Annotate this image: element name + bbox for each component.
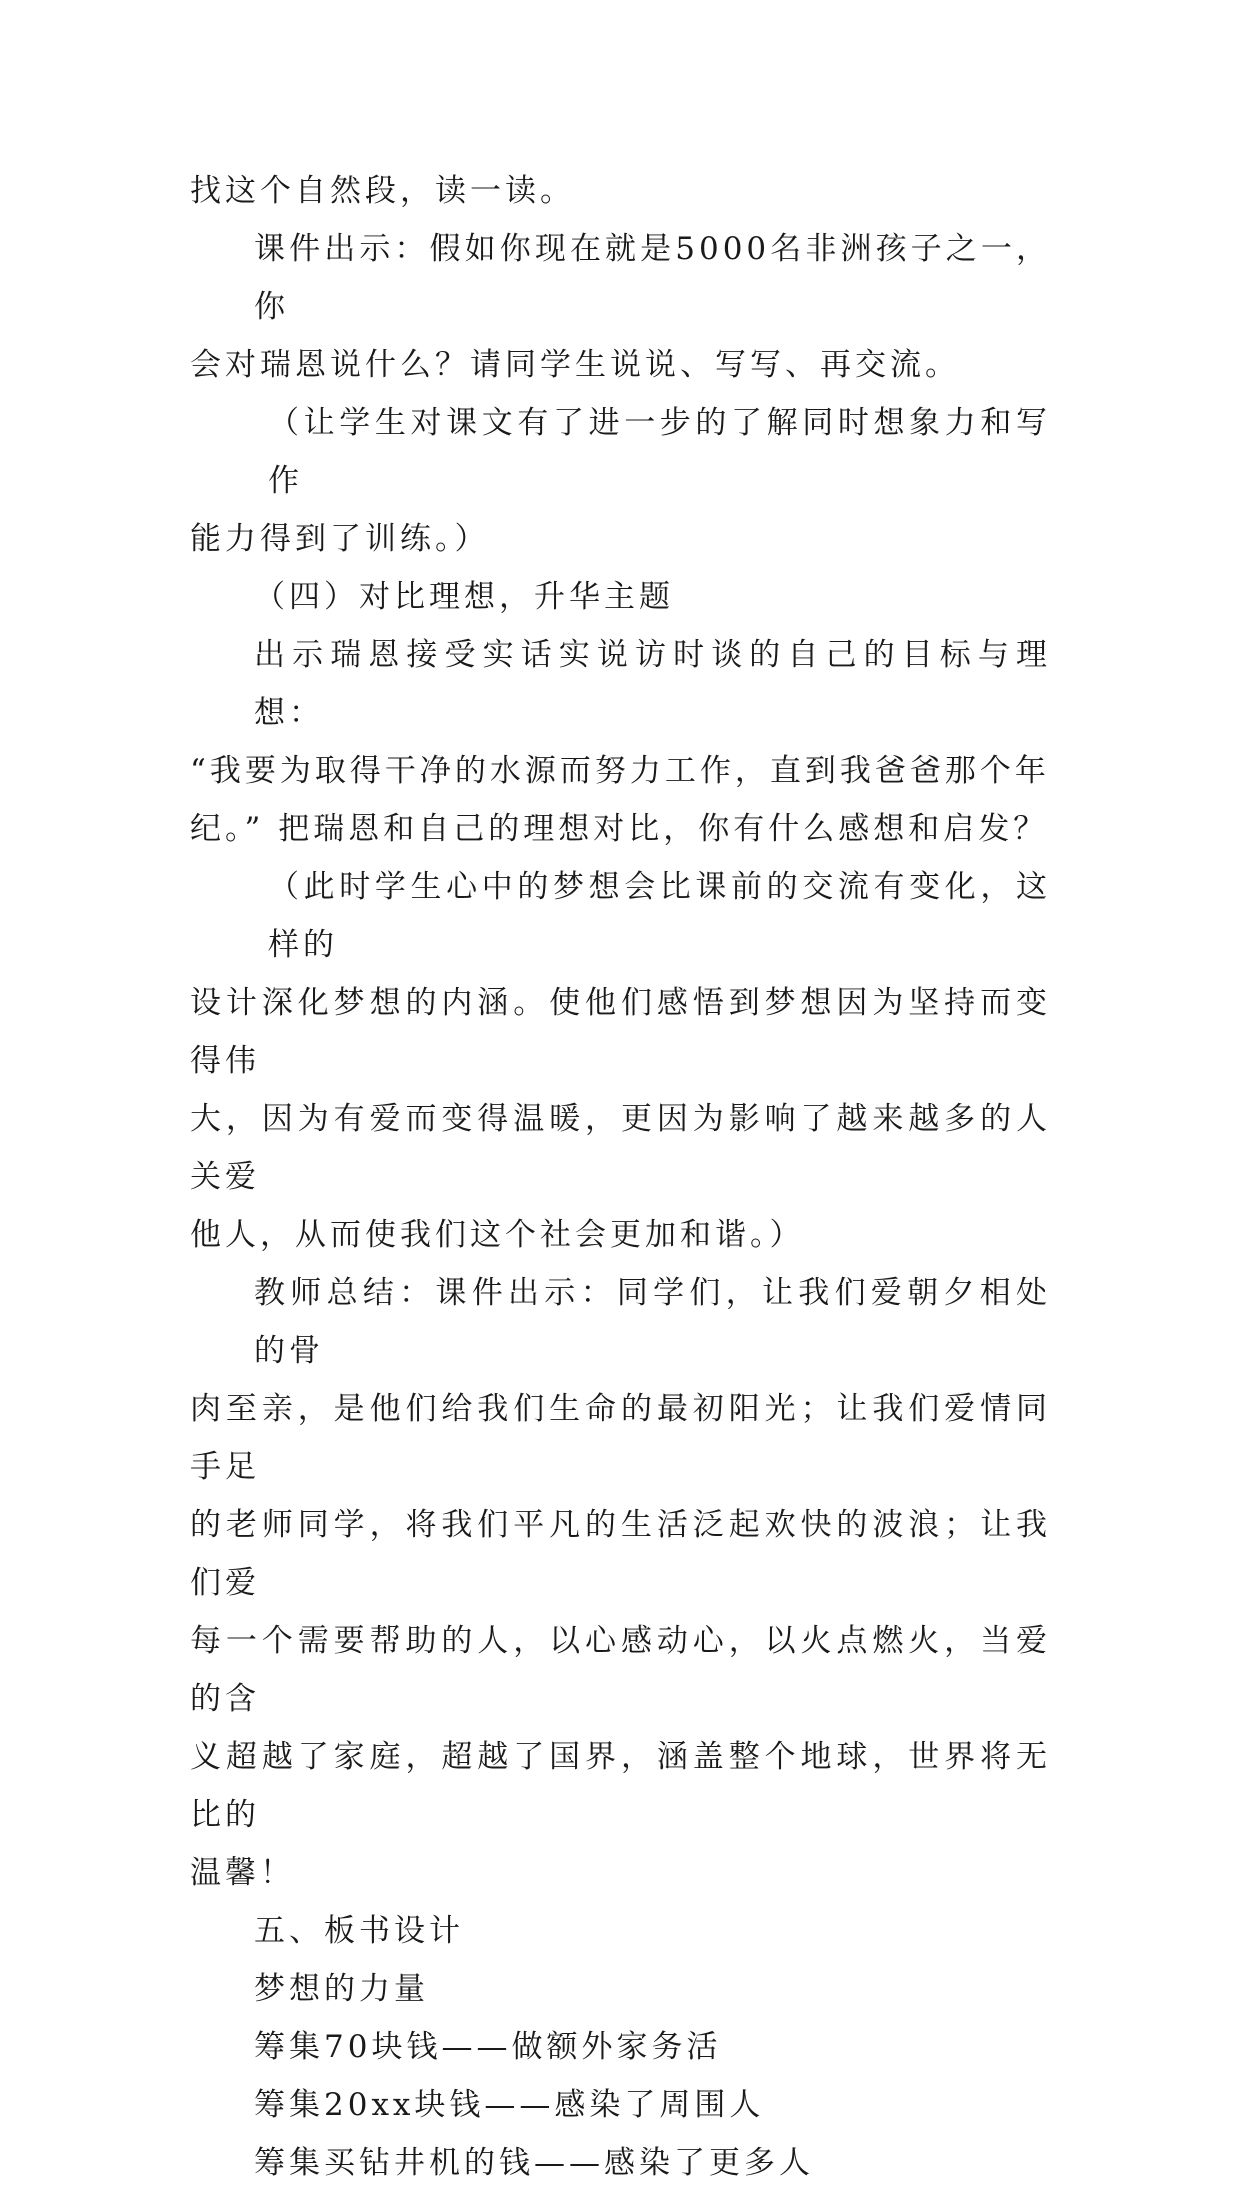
text-line: 教师总结：课件出示：同学们，让我们爱朝夕相处的骨: [254, 1275, 1051, 1369]
text-line: 找这个自然段，读一读。: [190, 173, 575, 209]
section-heading-compare-ideals: [190, 568, 1051, 626]
text-line: 筹集买钻井机的钱——感染了更多人: [254, 2145, 814, 2181]
text-line: 筹集70块钱——做额外家务活: [254, 2029, 722, 2065]
text-line: 纪。” 把瑞恩和自己的理想对比，你有什么感想和启发？: [190, 811, 1049, 847]
paragraph-courseware-prompt: [190, 220, 1051, 394]
board-title: [190, 1960, 1051, 2018]
board-item: [190, 2076, 1051, 2134]
text-line: 义超越了家庭，超越了国界，涵盖整个地球，世界将无比的: [190, 1739, 1051, 1833]
text-line: 肉至亲，是他们给我们生命的最初阳光；让我们爱情同手足: [190, 1391, 1051, 1485]
board-item: [190, 2018, 1051, 2076]
text-line: （此时学生心中的梦想会比课前的交流有变化，这样的: [268, 869, 1051, 963]
paragraph-ryan-ideal: [190, 626, 1051, 858]
paragraph-note-dream: [190, 858, 1051, 1264]
text-line: 设计深化梦想的内涵。使他们感悟到梦想因为坚持而变得伟: [190, 985, 1051, 1079]
paragraph-teacher-summary: [190, 1264, 1051, 1902]
text-line: （四）对比理想，升华主题: [254, 579, 674, 615]
text-line: 大，因为有爱而变得温暖，更因为影响了越来越多的人关爱: [190, 1101, 1051, 1195]
text-line: 筹集20xx块钱——感染了周围人: [254, 2087, 765, 2123]
text-line: 他人，从而使我们这个社会更加和谐。）: [190, 1217, 805, 1253]
text-line: 的老师同学，将我们平凡的生活泛起欢快的波浪；让我们爱: [190, 1507, 1051, 1601]
section-heading-board-design: [190, 1902, 1051, 1960]
text-line: 五、板书设计: [254, 1913, 464, 1949]
text-line: “我要为取得干净的水源而努力工作，直到我爸爸那个年: [190, 753, 1050, 789]
board-item: [190, 2134, 1051, 2192]
text-line: 出示瑞恩接受实话实说访时谈的自己的目标与理想：: [254, 637, 1051, 731]
text-line: 温馨！: [190, 1855, 295, 1891]
paragraph-intro: [190, 162, 1051, 220]
text-line: （让学生对课文有了进一步的了解同时想象力和写作: [268, 405, 1051, 499]
text-line: 能力得到了训练。）: [190, 521, 490, 557]
text-line: 每一个需要帮助的人，以心感动心，以火点燃火，当爱的含: [190, 1623, 1051, 1717]
text-line: 课件出示：假如你现在就是5000名非洲孩子之一，你: [254, 231, 1051, 325]
paragraph-note-writing: [190, 394, 1051, 568]
text-line: 会对瑞恩说什么？请同学生说说、写写、再交流。: [190, 347, 960, 383]
text-line: 梦想的力量: [254, 1971, 429, 2007]
